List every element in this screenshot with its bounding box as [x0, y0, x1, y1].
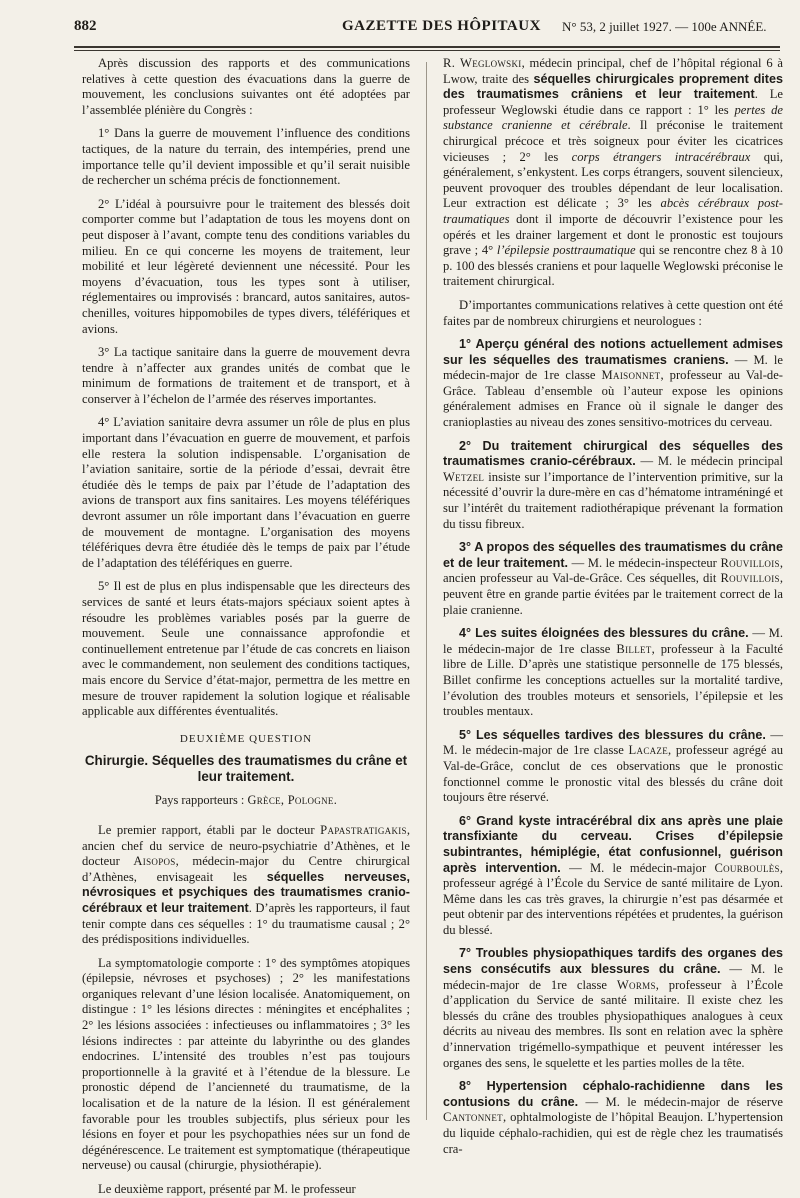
conclusion-item-4: 4° L’aviation sanitaire devra assumer un rôle de plus en plus important dans l’évacuation en guerre de mouvement, et parfois elle restera la solution indispensable. L’organisation de l’aviation sanitaire, sortie de la période d’essai, devrait être étudiée dès le temps de paix par l’étude de l’adaptation des avions de transport aux fins sanitaires. Les moyens téléfériques devront assumer un rôle important dans l’évacuation en guerre de mouvement de montagne. L’organisation des moyens téléfériques devra être étudiée dès le temps de paix par l’étude de l’adaptation des téléfériques en guerre. — [82, 415, 410, 570]
report-text: . Il préconise le traitement chirurgical précoce et très soigneux pour éviter les cicatrices vicieuses ; 2° les — [443, 118, 783, 164]
communication-text: — M. le médecin-inspecteur — [571, 555, 717, 570]
report-text: , médecin principal, chef de l’hôpital régional 6 à Lwow, traite des — [443, 56, 783, 86]
author-name: Courboulès — [714, 860, 780, 875]
right-column — [443, 56, 784, 1156]
author-name: Maisonnet — [601, 368, 661, 383]
communication-text: , professeur au Val-de-Grâce. Tableau d’ensemble où l’auteur expose les opinions généralement admises en France où il signale le danger des cranioplasties au niveau des zones sensitivo-motrices du cerveau. — [443, 368, 783, 430]
italic-topic: corps étrangers intracérébraux — [571, 149, 751, 164]
section-label: DEUXIÈME QUESTION — [179, 732, 313, 745]
page-header — [0, 0, 800, 44]
communication-2 — [443, 439, 783, 533]
communications-intro: D’importantes communications relatives à cette question ont été faites par de nombreux chirurgiens et neurologues : — [443, 297, 783, 328]
communication-title: 1° Aperçu général des notions actuellement admises sur les séquelles des traumatismes craniens. — [443, 337, 783, 367]
italic-topic: abcès cérébraux post-traumatiques — [443, 196, 783, 226]
conclusion-item-2: 2° L’idéal à poursuivre pour le traitement des blessés doit comporter comme but l’adaptation de tous les moyens dont on peut disposer à l’avant, compte tenu des conditions variables du milieu. En ce qui concerne les moyens de traitement, leur mobilité et leur légèreté deviennent une nécessité. Pour les moyens d’évacuation, tous les types sont à utiliser, réglementaires ou improvisés : brancard, autos sanitaires, autos-chenilles, voitures hippomobiles de types divers, téléfériques et avions. — [82, 196, 410, 336]
report-paragraph-1 — [82, 823, 410, 948]
communication-text: , professeur à l’École d’application du Service de santé militaire. Il existe chez les blessés du crâne des troubles physiopathiques analogues à ceux décrits au niveau des membres. Ils sont en relation avec la sphère d’innervation trigémello-sympathique et peuvent intéresser les organes des sens, le squelette et les parties molles de la tête. — [443, 977, 783, 1070]
chapter-title: Chirurgie. Séquelles des traumatismes du crâne et leur traitement. — [84, 753, 408, 785]
report-text: Le premier rapport, établi par le docteur — [98, 822, 315, 837]
communication-title: 4° Les suites éloignées des blessures du crâne. — [459, 626, 749, 641]
author-name: Rouvillois — [720, 555, 780, 570]
report-topic: séquelles nerveuses, névrosiques et psychiques des traumatismes cranio-cérébraux et leur traitement — [82, 869, 410, 915]
italic-topic: l’épilepsie posttraumatique — [496, 243, 636, 258]
report-text: qui, généralement, s’enkystent. Les corps étrangers, souvent silencieux, peuvent provoquer des troubles dépendant de leur localisation. Leur extraction est délicate ; 3° les — [443, 149, 783, 211]
author-name: Papastratigakis — [320, 822, 407, 837]
author-name: Aisopos — [133, 854, 176, 869]
communication-text: — M. le médecin-major — [569, 860, 707, 875]
header-rule-thin — [74, 50, 780, 51]
communication-6 — [443, 814, 783, 939]
communication-title: 5° Les séquelles tardives des blessures du crâne. — [459, 727, 766, 742]
journal-title: GAZETTE DES HÔPITAUX — [342, 18, 541, 34]
communication-text: , professeur agrégé au Val-de-Grâce, conclut de ces observations que le pronostic fonctionnel comme le pronostic vital des blessés du crâne doit toujours être réservé. — [443, 743, 783, 805]
intro-paragraph: Après discussion des rapports et des communications relatives à cette question des évacuations dans la guerre de mouvement, les conclusions suivantes ont été adoptées par l’assemblée plénière du Congrès : — [82, 56, 410, 117]
communication-text: , professeur agrégé à l’École du Service de santé militaire de Lyon. Même dans les cas très graves, la chirurgie n’est pas désarmée et peut obtenir par des interventions répétées et prudentes, la guérison du blessé. — [443, 860, 783, 937]
communication-title: 7° Troubles physiopathiques tardifs des organes des sens consécutifs aux blessures du crâne. — [443, 946, 783, 977]
author-name: Lacaze — [628, 743, 669, 758]
communication-text: — M. le médecin principal — [640, 454, 783, 469]
author-name: Worms — [616, 977, 656, 992]
communication-text: — M. le médecin-major de 1re classe — [443, 727, 783, 758]
communication-4 — [443, 626, 783, 720]
report-continuation — [443, 56, 783, 290]
author-name: Rouvillois — [720, 571, 780, 586]
communication-title: 3° A propos des séquelles des traumatismes du crâne et de leur traitement. — [443, 540, 783, 570]
report-paragraph-3: Le deuxième rapport, présenté par M. le professeur — [98, 1182, 356, 1196]
communication-text: , ophtalmologiste de l’hôpital Beaujon. L’hypertension du liquide céphalo-rachidien, qui est de règle chez les traumatisés cra- — [443, 1110, 783, 1156]
italic-topic: pertes de substance cranienne et cérébrale — [443, 102, 783, 133]
author-name: Cantonnet — [443, 1110, 503, 1125]
header-rule-thick — [74, 46, 780, 48]
communication-1 — [443, 337, 783, 431]
communication-text: — M. le médecin-major de 1re classe — [443, 962, 784, 992]
rapporteurs-line — [82, 793, 410, 809]
communication-title: 2° Du traitement chirurgical des séquelles des traumatismes cranio-cérébraux. — [443, 438, 783, 469]
rapporteurs-names: Grèce, Pologne. — [247, 793, 338, 808]
issue-info: N° 53, 2 juillet 1927. — 100e ANNÉE. — [562, 19, 767, 34]
communication-text: , ancien professeur au Val-de-Grâce. Ces séquelles, dit — [443, 555, 783, 586]
left-column — [82, 56, 410, 1196]
author-name: R. Weglowski — [443, 56, 522, 70]
communication-text: , professeur à la Faculté libre de Lille. D’après une statistique personnelle de 175 blessés, Billet confirme les conceptions actuelles sur la mortalité tardive, l’évolution des troubles moteurs et sensoriels, l’épilepsie et les troubles mentaux. — [443, 641, 783, 719]
author-name: Billet — [616, 641, 652, 656]
communication-text: — M. le médecin-major de 1re classe — [443, 352, 784, 383]
communication-title: 8° Hypertension céphalo-rachidienne dans les contusions du crâne. — [443, 1079, 783, 1109]
communication-title: 6° Grand kyste intracérébral dix ans après une plaie transfixiante du cerveau. Crises d’épilepsie subintrantes, hémiplégie, état confusionnel, guérison après intervention. — [443, 813, 783, 875]
report-text: , ancien chef du service de neuro-psychiatrie d’Athènes, et le docteur — [82, 822, 410, 869]
conclusion-item-3: 3° La tactique sanitaire dans la guerre de mouvement devra tendre à n’affecter aux grandes unités de combat que le minimum de formations de traitement et de transport, et à conserver à l’échelon de l’armée des réserves importantes. — [82, 345, 410, 406]
report-text: , médecin-major du Centre chirurgical d’Athènes, envisageait les — [82, 854, 410, 884]
column-divider — [426, 62, 427, 1120]
report-text: dont il importe de découvrir l’existence pour les opérés et les drainer largement et dont le pronostic est toujours grave ; 4° — [443, 211, 783, 258]
communication-text: — M. le médecin-major de 1re classe — [443, 626, 783, 656]
report-paragraph-2: La symptomatologie comporte : 1° des symptômes atopiques (épilepsie, névroses et psychoses) ; 2° les manifestations organiques relevant d’une lésion localisée. Anatomiquement, on distingue : 1° les lésions directes : méningites et encéphalites ; 2° les lésions associées : infectieuses ou inflammatoires ; 3° les lésions indirectes : par atteinte du labyrinthe ou des glandes endocrines. L’intensité des troubles n’est pas toujours proportionnelle à la gravité et à l’étendue de la blessure. Le pronostic dépend de l’ancienneté du traumatisme, de la localisation et de la nature de la lésion. Il est généralement favorable pour les troubles subjectifs, plus sérieux pour les lésions en foyer et pour les psychopathies nées sur un fond de dégénérescence. Le traitement est symptomatique (thérapeutique nerveuse) ou causal (chirurgie, physiothérapie). — [82, 955, 410, 1173]
communication-5 — [443, 728, 783, 806]
report-text: . D’après les rapporteurs, il faut tenir compte dans ces séquelles : 1° du traumatisme causal ; 2° des prédispositions individuelles. — [82, 900, 410, 947]
rapporteurs-label: Pays rapporteurs : — [154, 793, 245, 808]
communication-text: — M. le médecin-major de réserve — [585, 1094, 783, 1109]
report-text: qui se rencontre chez 8 à 10 p. 100 des blessés craniens et pour laquelle Weglowski préconise le traitement chirurgical. — [443, 243, 783, 289]
communication-8 — [443, 1079, 783, 1157]
report-text: . Le professeur Weglowski étudie dans ce rapport : 1° les — [443, 87, 783, 117]
conclusion-item-5: 5° Il est de plus en plus indispensable que les directeurs des services de santé et leurs états-majors spéciaux soient aptes à résoudre les problèmes variables posés par la guerre de mouvement. Seule une connaissance approfondie et continuellement entretenue par l’étude de cas concrets en liaison avec le commandement, non seulement des conditions tactiques, mais encore du Service d’état-major, permettra de les mettre en mesure de trouver rapidement la solution logique et réalisable applicable aux différentes éventualités. — [82, 579, 410, 719]
conclusion-item-1: 1° Dans la guerre de mouvement l’influence des conditions tactiques, de la nature du terrain, des intempéries, prend une importance telle qu’il devient impossible et qu’il serait nuisible de rechercher un schéma précis de fonctionnement. — [82, 126, 410, 188]
communication-text: insiste sur l’importance de l’intervention primitive, sur la nécessité d’ouvrir la dure-mère en cas d’hématome intraméningé et sur l’intérêt du traitement radiothérapique prévenant la formation du tissu fibreux. — [443, 469, 784, 531]
communication-7 — [443, 946, 783, 1071]
author-name: Wetzel — [443, 469, 485, 484]
report-topic: séquelles chirurgicales proprement dites des traumatismes crâniens et leur traitement — [443, 71, 784, 102]
communication-3 — [443, 540, 783, 618]
communication-text: , peuvent être en grande partie évitées par le traitement correct de la plaie cranienne. — [443, 571, 783, 617]
page-number: 882 — [74, 18, 97, 34]
